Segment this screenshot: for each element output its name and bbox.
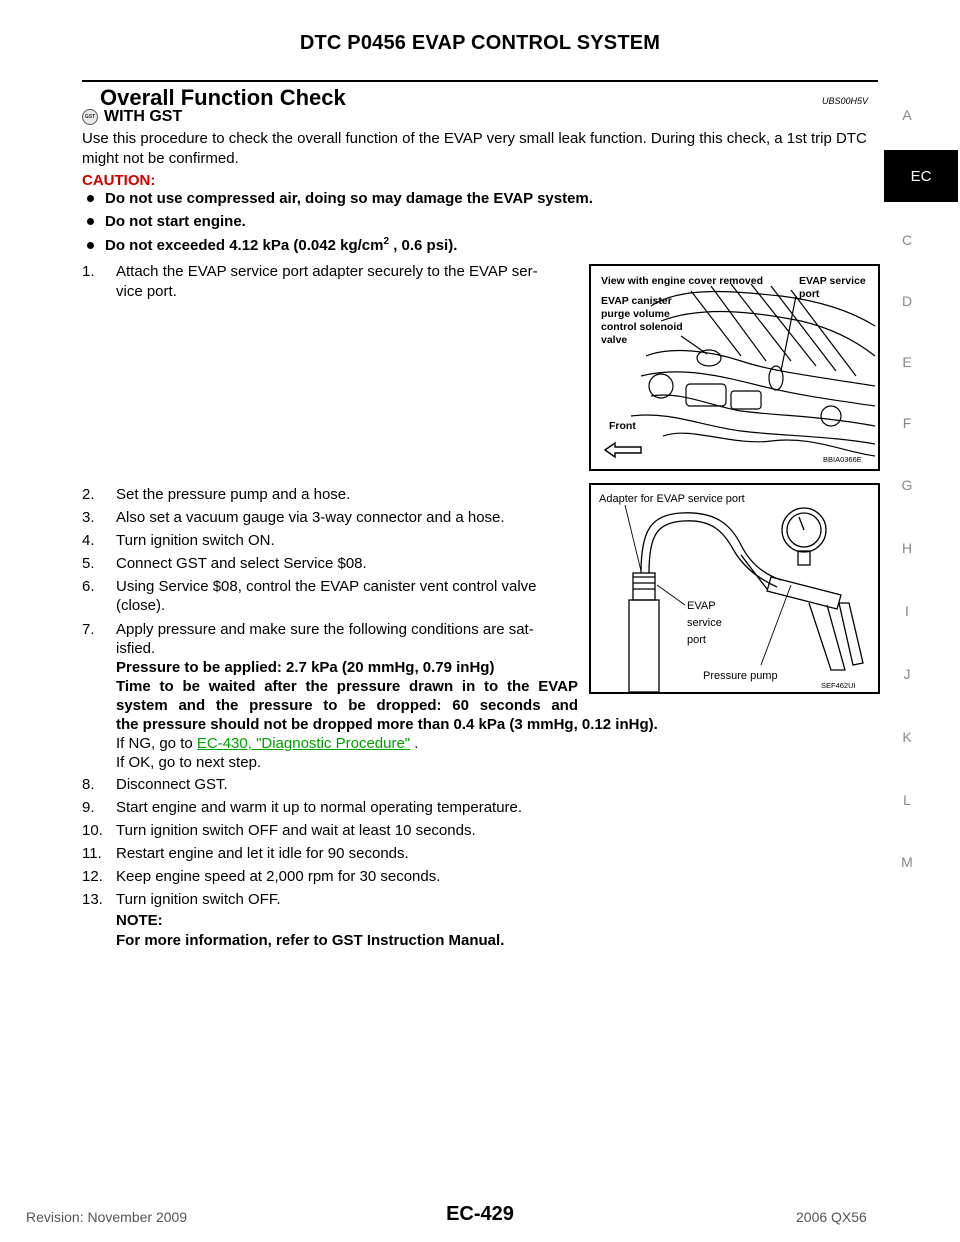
pressure-pump-figure <box>589 483 880 694</box>
step-7-time2: system and the pressure to be dropped: 60 seconds and <box>116 697 578 714</box>
figure-label-sol2: purge volume <box>601 308 670 320</box>
step-11: 11. Restart engine and let it idle for 90 seconds. <box>82 845 409 862</box>
note-title: NOTE: <box>116 912 163 929</box>
figure-label-sol1: EVAP canister <box>601 295 672 307</box>
bullet-icon <box>87 195 94 202</box>
figure-label-port2: port <box>799 288 820 300</box>
caution-text: Do not start engine. <box>105 213 246 230</box>
step-6: 6. Using Service $08, control the EVAP canister vent control valve <box>82 578 537 595</box>
side-index-ec-active[interactable]: EC <box>884 150 958 202</box>
side-index-j[interactable]: J <box>903 666 911 682</box>
step-7-pressure: Pressure to be applied: 2.7 kPa (20 mmHg, 0.79 inHg) <box>116 659 495 676</box>
side-index-g[interactable]: G <box>901 477 913 493</box>
figure-id: SEF462UI <box>821 681 856 690</box>
step-10: 10. Turn ignition switch OFF and wait at least 10 seconds. <box>82 822 476 839</box>
caution-item <box>87 190 593 207</box>
side-index-e[interactable]: E <box>902 354 912 370</box>
step-9: 9. Start engine and warm it up to normal operating temperature. <box>82 799 523 816</box>
figure-label-sol3: control solenoid <box>601 321 683 333</box>
engine-bay-illustration <box>591 266 878 469</box>
footer-model: 2006 QX56 <box>796 1209 867 1225</box>
step-1: 1. Attach the EVAP service port adapter securely to the EVAP ser- <box>82 263 538 280</box>
step-1-cont: vice port. <box>116 283 177 300</box>
engine-bay-figure <box>589 264 880 471</box>
page-header-title: DTC P0456 EVAP CONTROL SYSTEM <box>299 32 661 54</box>
step-7-time: Time to be waited after the pressure drawn in to the EVAP <box>116 678 578 695</box>
caution-text: Do not use compressed air, doing so may damage the EVAP system. <box>105 190 593 207</box>
side-index-i[interactable]: I <box>905 603 909 619</box>
figure-label-adapter: Adapter for EVAP service port <box>599 493 745 505</box>
footer-page-number: EC-429 <box>446 1203 514 1225</box>
figure-label-view: View with engine cover removed <box>601 275 764 287</box>
side-index-k[interactable]: K <box>902 729 912 745</box>
pressure-pump-illustration <box>591 485 878 692</box>
gst-heading <box>82 108 182 126</box>
figure-id: BBIA0366E <box>823 455 862 464</box>
side-index-m[interactable]: M <box>901 854 913 870</box>
side-index-a[interactable]: A <box>902 107 912 123</box>
figure-label-evap3: port <box>687 634 706 646</box>
step-5: 5. Connect GST and select Service $08. <box>82 555 367 572</box>
caution-title: CAUTION: <box>82 172 156 189</box>
figure-label-port: EVAP service <box>799 275 866 287</box>
step-7-ng: If NG, go to EC-430, "Diagnostic Procedure" . <box>116 735 419 752</box>
step-12: 12. Keep engine speed at 2,000 rpm for 30 seconds. <box>82 868 441 885</box>
figure-label-front: Front <box>609 420 636 432</box>
figure-label-sol4: valve <box>601 334 628 346</box>
bullet-icon <box>87 242 94 249</box>
note-text: For more information, refer to GST Instruction Manual. <box>116 932 505 949</box>
caution-item <box>87 213 246 230</box>
gst-icon: GST <box>82 109 98 125</box>
step-4: 4. Turn ignition switch ON. <box>82 532 275 549</box>
side-index-l[interactable]: L <box>903 792 911 808</box>
step-8: 8. Disconnect GST. <box>82 776 228 793</box>
figure-label-pump: Pressure pump <box>703 670 778 682</box>
intro-paragraph: Use this procedure to check the overall function of the EVAP very small leak function. During this check, a 1st trip DTC might not be confirmed. <box>82 130 867 167</box>
figure-label-evap1: EVAP <box>687 600 716 612</box>
section-title: Overall Function Check <box>100 85 346 110</box>
side-index-h[interactable]: H <box>901 540 913 556</box>
side-index-f[interactable]: F <box>902 415 912 431</box>
step-7: 7. Apply pressure and make sure the following conditions are sat- <box>82 621 534 638</box>
caution-item <box>87 236 457 254</box>
step-6-cont: (close). <box>116 597 166 614</box>
step-7-ok: If OK, go to next step. <box>116 754 262 771</box>
section-code: UBS00H5V <box>822 96 869 106</box>
side-index-c[interactable]: C <box>901 232 913 248</box>
step-7-cont: isfied. <box>116 640 156 657</box>
bullet-icon <box>87 218 94 225</box>
header-rule <box>82 80 878 82</box>
step-2: 2. Set the pressure pump and a hose. <box>82 486 351 503</box>
caution-text: Do not exceeded 4.12 kPa (0.042 $kg/cm^2$ , 0.6 psi). <box>105 236 458 254</box>
step-7-limit: the pressure should not be dropped more than 0.4 kPa (3 mmHg, 0.12 inHg). <box>116 716 658 733</box>
step-13: 13. Turn ignition switch OFF. <box>82 891 281 908</box>
figure-label-evap2: service <box>687 617 722 629</box>
gst-label: WITH GST <box>104 108 183 125</box>
footer-revision: Revision: November 2009 <box>26 1209 188 1225</box>
step-3: 3. Also set a vacuum gauge via 3-way connector and a hose. <box>82 509 505 526</box>
side-index-d[interactable]: D <box>901 293 913 309</box>
front-arrow-icon <box>605 443 641 457</box>
diagnostic-procedure-link[interactable]: EC-430, "Diagnostic Procedure" <box>196 735 411 752</box>
